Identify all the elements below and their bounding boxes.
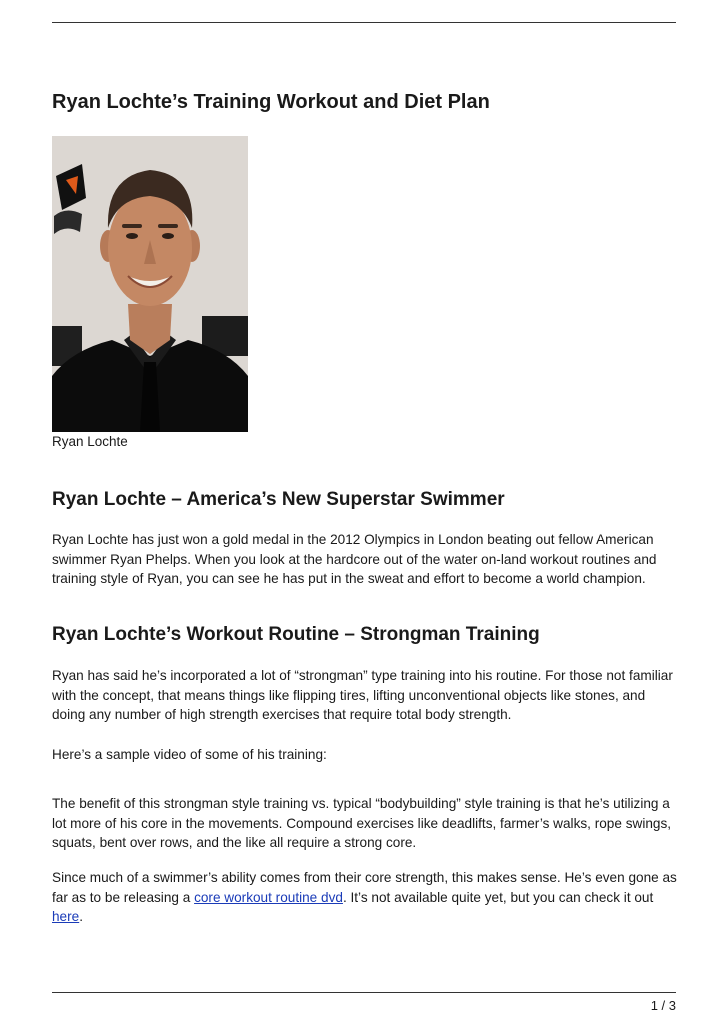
section-heading-superstar: Ryan Lochte – America’s New Superstar Swimmer [52,489,505,510]
document-title: Ryan Lochte’s Training Workout and Diet Plan [52,91,490,113]
paragraph-intro: Ryan Lochte has just won a gold medal in the 2012 Olympics in London beating out fellow American swimmer Ryan Phelps. When you look at the hardcore out of the water on-land workout routines and training style of Ryan, you can see he has put in the sweat and effort to become a world champion. [52,532,657,586]
paragraph-strongman: Ryan has said he’s incorporated a lot of “strongman” type training into his routine. For those not familiar with the concept, that means things like flipping tires, lifting unconventional objects like stones, and doing any number of high strength exercises that require total body strength. [52,668,673,722]
section-heading-workout-routine: Ryan Lochte’s Workout Routine – Strongman Training [52,624,540,645]
ryan-lochte-photo [52,136,248,432]
core-text-2: . It’s not available quite yet, but you can check it out [342,889,654,905]
core-text-1: Since much of a swimmer’s ability comes from their core strength, this makes sense. He’s even gone as far as to be releasing a [52,870,677,905]
paragraph-video-intro: Here’s a sample video of some of his training: [52,747,327,762]
header-rule [52,22,676,23]
paragraph-core-strength [52,868,682,927]
here-link[interactable]: here [52,909,80,924]
core-text-3: . [79,909,83,924]
footer-rule [52,992,676,993]
core-workout-dvd-link[interactable]: core workout routine dvd [194,889,343,905]
page-number: 1 / 3 [650,998,676,1013]
photo-caption: Ryan Lochte [52,434,128,449]
paragraph-benefits: The benefit of this strongman style training vs. typical “bodybuilding” style training is that he’s utilizing a lot more of his core in the movements. Compound exercises like deadlifts, farmer’s walks, rope swings, squats, bent over rows, and the like all require a strong core. [52,796,672,850]
